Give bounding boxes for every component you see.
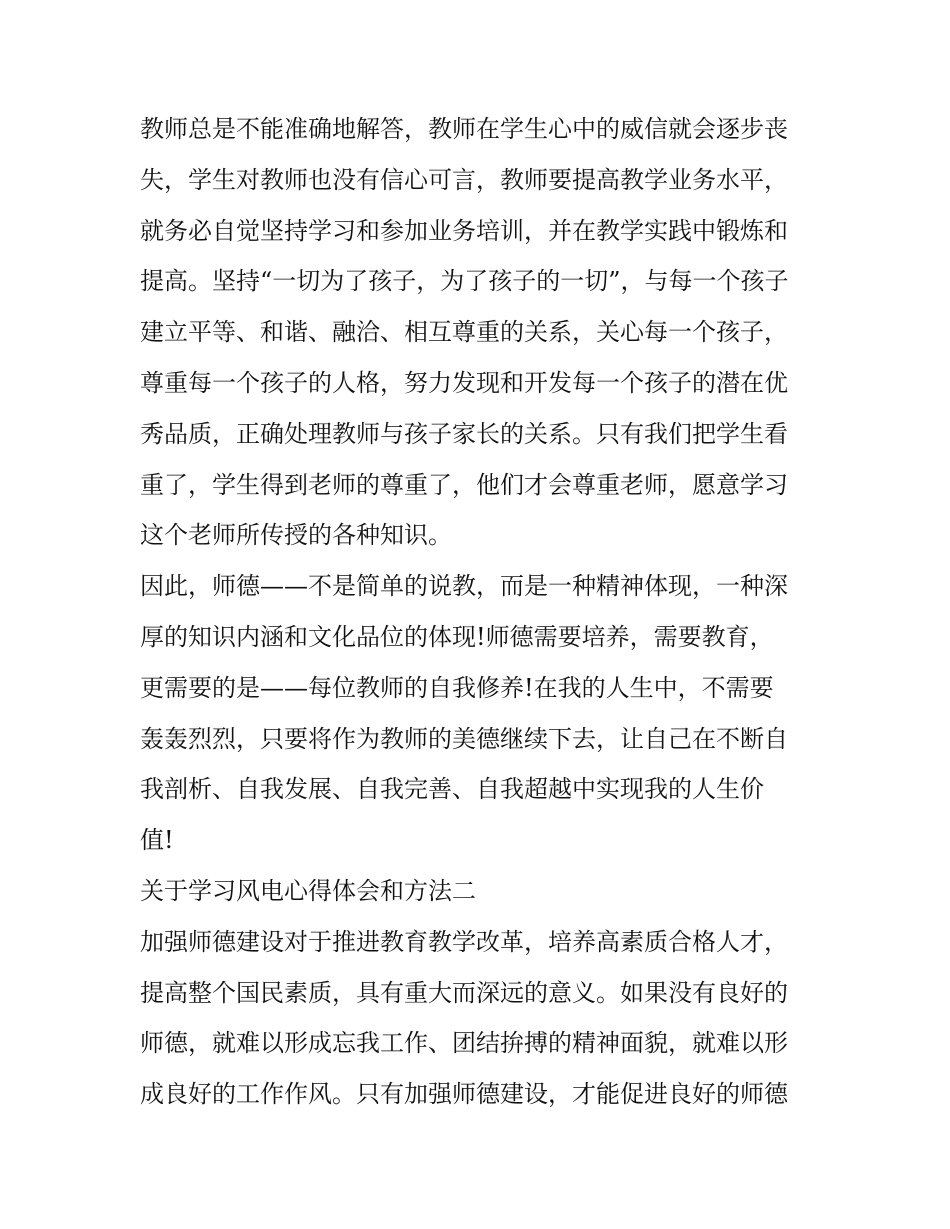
- text-line: 这个老师所传授的各种知识。: [140, 521, 452, 550]
- section-heading: 关于学习风电心得体会和方法二: [140, 876, 476, 905]
- text-line: 厚的知识内涵和文化品位的体现!师德需要培养，需要教育，: [140, 622, 774, 651]
- text-line: 教师总是不能准确地解答，教师在学生心中的威信就会逐步丧: [140, 115, 788, 143]
- text-line: 提高整个国民素质，具有重大而深远的意义。如果没有良好的: [140, 978, 788, 1007]
- text-line: 轰轰烈烈，只要将作为教师的美德继续下去，让自己在不断自: [140, 724, 788, 753]
- text-line: 更需要的是——每位教师的自我修养!在我的人生中，不需要: [140, 673, 774, 702]
- text-line: 就务必自觉坚持学习和参加业务培训，并在教学实践中锻炼和: [140, 216, 788, 245]
- text-line: 建立平等、和谐、融洽、相互尊重的关系，关心每一个孩子，: [140, 318, 788, 347]
- text-line: 尊重每一个孩子的人格，努力发现和开发每一个孩子的潜在优: [140, 368, 788, 397]
- text-line: 加强师德建设对于推进教育教学改革，培养高素质合格人才，: [140, 927, 788, 956]
- text-line: 值!: [140, 826, 174, 855]
- text-line: 因此，师德——不是简单的说教，而是一种精神体现，一种深: [140, 572, 788, 601]
- text-line: 成良好的工作作风。只有加强师德建设，才能促进良好的师德: [140, 1080, 788, 1109]
- document-body: [140, 104, 815, 1120]
- text-line: 秀品质，正确处理教师与孩子家长的关系。只有我们把学生看: [140, 419, 788, 448]
- text-line: 失，学生对教师也没有信心可言，教师要提高教学业务水平，: [140, 165, 788, 194]
- text-line: 师德，就难以形成忘我工作、团结拚搏的精神面貌，就难以形: [140, 1029, 788, 1058]
- text-line: 重了，学生得到老师的尊重了，他们才会尊重老师，愿意学习: [140, 470, 788, 499]
- text-line: 我剖析、自我发展、自我完善、自我超越中实现我的人生价: [140, 775, 764, 804]
- text-line: 提高。坚持“一切为了孩子，为了孩子的一切”，与每一个孩子: [140, 267, 789, 296]
